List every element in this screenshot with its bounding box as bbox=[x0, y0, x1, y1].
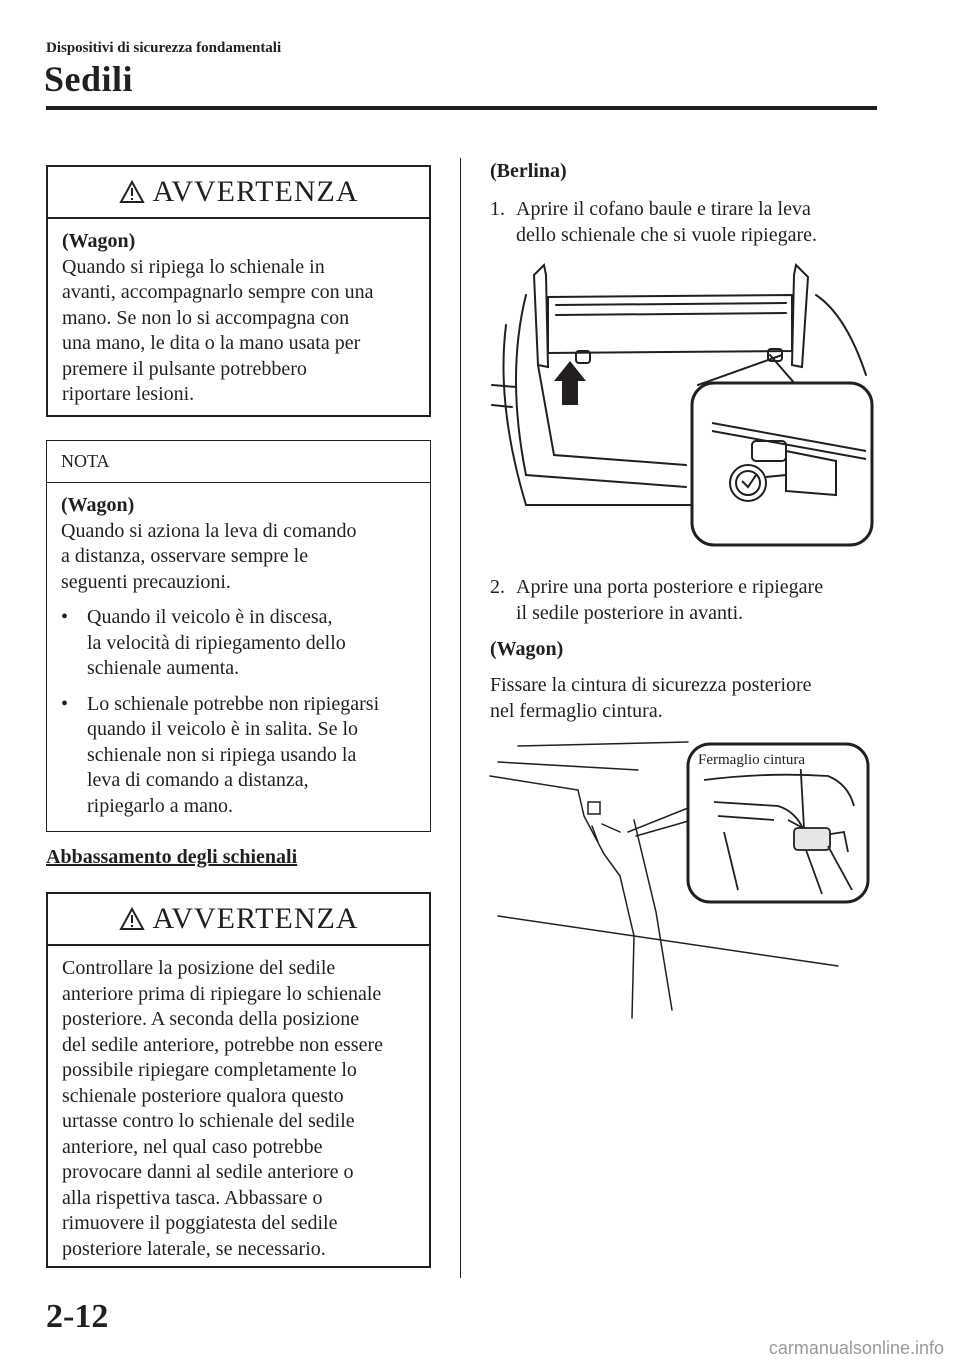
warning-line: del sedile anteriore, potrebbe non essere bbox=[62, 1033, 383, 1056]
bullet-dot: • bbox=[61, 692, 69, 715]
warning-line: anteriore prima di ripiegare lo schienale bbox=[62, 982, 382, 1005]
warning-header bbox=[48, 894, 429, 946]
step-line: dello schienale che si vuole ripiegare. bbox=[516, 224, 817, 246]
step-line: Aprire il cofano baule e tirare la leva bbox=[516, 198, 811, 220]
nota-subtitle: (Wagon) bbox=[61, 494, 135, 516]
warning-line: premere il pulsante potrebbero bbox=[62, 357, 307, 380]
bullet-line: ripiegarlo a mano. bbox=[87, 794, 234, 817]
section-label: Dispositivi di sicurezza fondamentali bbox=[46, 40, 282, 56]
seatbelt-clip-illustration bbox=[488, 736, 872, 1026]
nota-title: NOTA bbox=[61, 451, 110, 471]
warning-box-wagon bbox=[46, 165, 431, 417]
wagon-instructions bbox=[490, 672, 812, 724]
warning-line: riportare lesioni. bbox=[62, 383, 195, 405]
warning-line: rimuovere il poggiatesta del sedile bbox=[62, 1212, 338, 1234]
column-divider bbox=[460, 158, 461, 1278]
warning-line: posteriore. A seconda della posizione bbox=[62, 1008, 360, 1030]
step-line: il sedile posteriore in avanti. bbox=[516, 602, 744, 624]
nota-header bbox=[47, 441, 430, 483]
nota-line: a distanza, osservare sempre le bbox=[61, 545, 309, 567]
warning-triangle-icon bbox=[119, 907, 145, 931]
bullet-line: la velocità di ripiegamento dello bbox=[87, 631, 346, 654]
warning-line: provocare danni al sedile anteriore o bbox=[62, 1161, 354, 1183]
site-watermark: carmanualsonline.info bbox=[768, 1338, 944, 1358]
section-heading: Abbassamento degli schienali bbox=[46, 846, 298, 868]
nota-bullet bbox=[61, 692, 416, 820]
wagon-line: Fissare la cintura di sicurezza posteriore bbox=[490, 674, 812, 696]
warning-line: Quando si ripiega lo schienale in bbox=[62, 255, 325, 278]
trunk-illustration bbox=[486, 255, 876, 551]
warning-subtitle: (Wagon) bbox=[62, 230, 136, 252]
warning-triangle-icon bbox=[119, 180, 145, 204]
warning-line: schienale posteriore qualora questo bbox=[62, 1084, 344, 1107]
page-title: Sedili bbox=[44, 59, 134, 99]
step-number: 2. bbox=[490, 576, 505, 598]
bullet-dot: • bbox=[61, 606, 69, 628]
title-rule bbox=[46, 106, 877, 110]
wagon-line: nel fermaglio cintura. bbox=[490, 700, 663, 722]
nota-line: seguenti precauzioni. bbox=[61, 570, 231, 593]
warning-title: AVVERTENZA bbox=[152, 902, 359, 935]
step-1 bbox=[490, 196, 870, 248]
bullet-line: Lo schienale potrebbe non ripiegarsi bbox=[87, 692, 380, 715]
bullet-line: quando il veicolo è in salita. Se lo bbox=[87, 718, 359, 740]
wagon-label: (Wagon) bbox=[490, 638, 564, 660]
nota-box bbox=[46, 440, 431, 832]
warning-line: una mano, le dita o la mano usata per bbox=[62, 332, 361, 354]
warning-line: anteriore, nel qual caso potrebbe bbox=[62, 1135, 323, 1158]
nota-line: Quando si aziona la leva di comando bbox=[61, 519, 357, 542]
belt-clip-callout: Fermaglio cintura bbox=[698, 752, 806, 768]
page-number: 2-12 bbox=[46, 1298, 109, 1335]
step-line: Aprire una porta posteriore e ripiegare bbox=[516, 576, 824, 598]
warning-line: urtasse contro lo schienale del sedile bbox=[62, 1110, 355, 1132]
bullet-line: schienale aumenta. bbox=[87, 657, 240, 679]
nota-bullet bbox=[61, 605, 416, 682]
warning-box-seat bbox=[46, 892, 431, 1268]
warning-line: mano. Se non lo si accompagna con bbox=[62, 306, 350, 329]
berlina-label: (Berlina) bbox=[490, 160, 567, 182]
warning-line: posteriore laterale, se necessario. bbox=[62, 1237, 326, 1260]
bullet-line: schienale non si ripiega usando la bbox=[87, 743, 357, 766]
warning-header bbox=[48, 167, 429, 219]
step-number: 1. bbox=[490, 198, 505, 220]
warning-title: AVVERTENZA bbox=[152, 175, 359, 208]
warning-line: possibile ripiegare completamente lo bbox=[62, 1059, 357, 1081]
bullet-line: Quando il veicolo è in discesa, bbox=[87, 606, 333, 628]
warning-line: avanti, accompagnarlo sempre con una bbox=[62, 281, 374, 303]
bullet-line: leva di comando a distanza, bbox=[87, 769, 309, 791]
warning-line: Controllare la posizione del sedile bbox=[62, 957, 336, 979]
step-2 bbox=[490, 574, 870, 626]
warning-line: alla rispettiva tasca. Abbassare o bbox=[62, 1186, 323, 1209]
